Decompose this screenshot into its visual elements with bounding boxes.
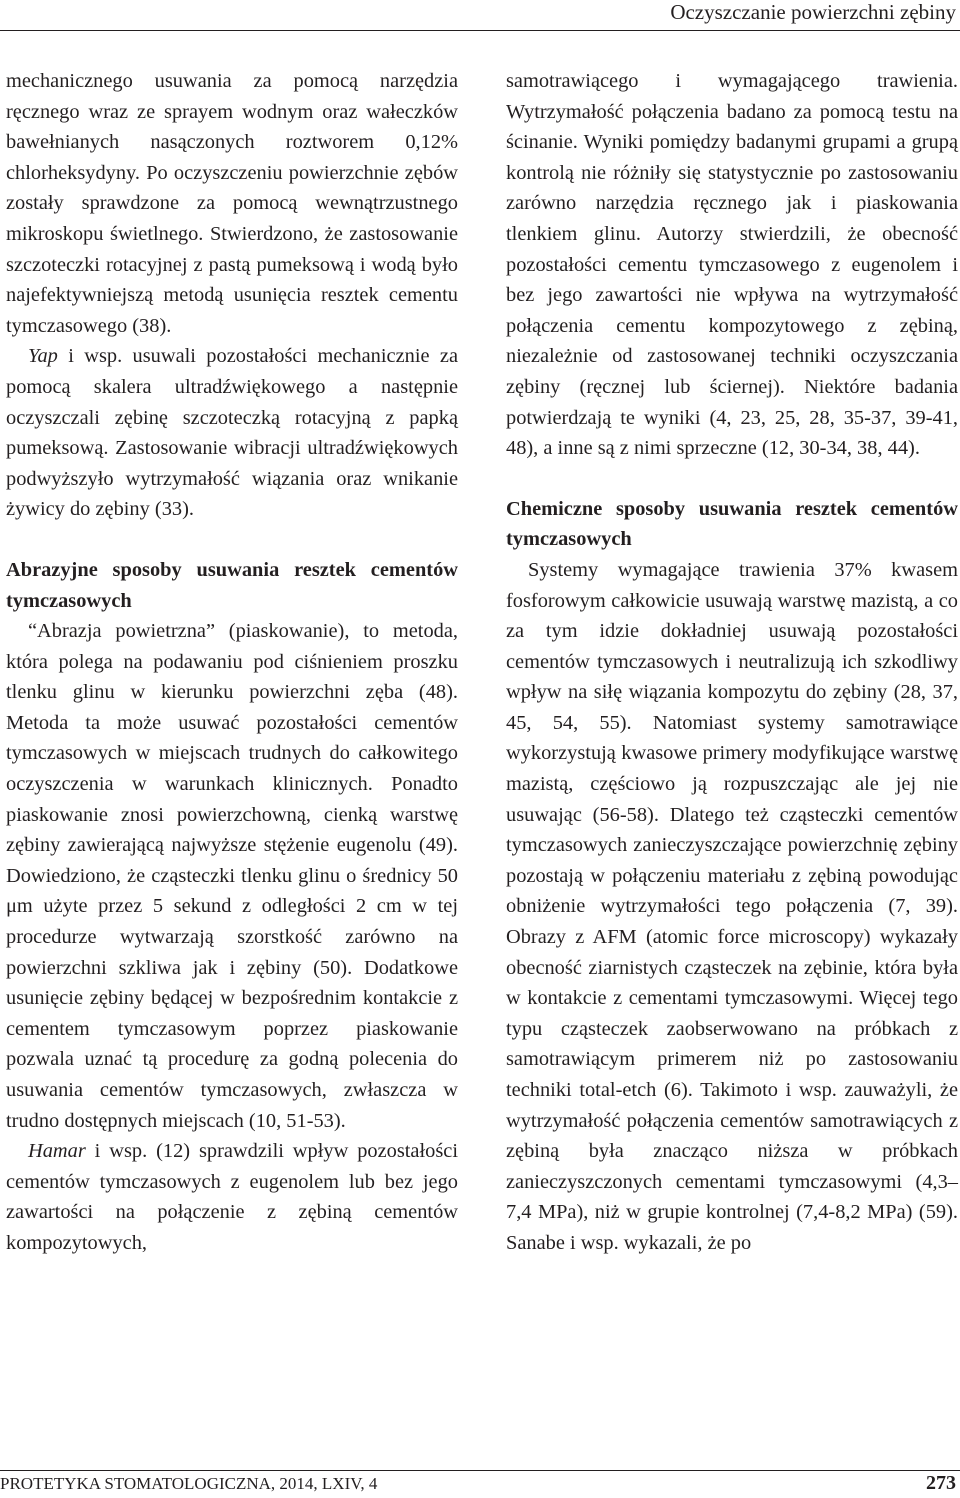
paragraph: “Abrazja powietrzna” (piaskowanie), to metoda, która polega na podawaniu pod ciśnieniem proszku tlenku glinu w kierunku powierzchni zęba (48). Metoda ta może usuwać pozostałości cementów tymczasowych w miejscach trudnych do całkowitego oczyszczenia w warunkach klinicznych. Ponadto piaskowanie znosi powierzchowną, cienką warstwę zębiny zawierającą najwyższe stężenie eugenolu (49). Dowiedziono, że cząsteczki tlenku glinu o średnicy 50 μm użyte przez 5 sekund z odległości 2 cm w tej procedurze wytwarzają szorstkość zarówno na powierzchni szkliwa jak i zębiny (50). Dodatkowe usunięcie zębiny będącej w bezpośrednim kontakcie z cementem tymczasowym poprzez piaskowanie pozwala uznać tą procedurę za godną polecenia do usuwania cementów tymczasowych, zwłaszcza w trudno dostępnych miejscach (10, 51-53). [6, 620, 458, 1132]
left-column [6, 66, 458, 1259]
running-header [0, 0, 960, 30]
journal-citation: PROTETYKA STOMATOLOGICZNA, 2014, LXIV, 4 [0, 1474, 378, 1493]
author-name: Yap [28, 345, 58, 368]
paragraph-text: i wsp. (12) sprawdzili wpływ pozostałości cementów tymczasowych z eugenolem lub bez jego zawartości na połączenie z zębiną cementów kompozytowych, [6, 1140, 458, 1254]
footer-rule [0, 1470, 960, 1471]
header-rule [0, 30, 960, 31]
paragraph [6, 1136, 458, 1258]
paragraph: samotrawiącego i wymagającego trawienia. Wytrzymałość połączenia badano za pomocą testu na ścinanie. Wyniki pomiędzy badanymi grupami a grupą kontrolą nie różniły się statystycznie po zastosowaniu zarówno narzędzia ręcznego jak i piaskowania tlenkiem glinu. Autorzy stwierdzili, że obecność pozostałości cementu tymczasowego z eugenolem i bez jego zawartości nie wpływa na wytrzymałość połączenia cementu kompozytowego z zębiną, niezależnie od zastosowanej techniki oczyszczania zębiny (ręcznej lub ściernej). Niektóre badania potwierdzają te wyniki (4, 23, 25, 28, 35-37, 39-41, 48), a inne są z nimi sprzeczne (12, 30-34, 38, 44). [506, 70, 958, 460]
section-heading: Abrazyjne sposoby usuwania resztek cementów tymczasowych [6, 558, 458, 612]
paragraph: mechanicznego usuwania za pomocą narzędzia ręcznego wraz ze sprayem wodnym oraz wałeczków bawełnianych nasączonych roztworem 0,12% chlorheksydyny. Po oczyszczeniu powierzchnie zębów zostały sprawdzone za pomocą wewnątrzustnego mikroskopu świetlnego. Stwierdzono, że zastosowanie szczoteczki rotacyjnej z pastą pumeksową i wodą było najefektywniejszą metodą usunięcia resztek cementu tymczasowego (38). [6, 70, 458, 337]
page-number: 273 [926, 1472, 956, 1494]
section-gap [6, 525, 458, 555]
section-heading: Chemiczne sposoby usuwania resztek cementów tymczasowych [506, 497, 958, 551]
author-name: Hamar [28, 1140, 86, 1163]
running-title: Oczyszczanie powierzchni zębiny [670, 0, 956, 24]
right-column [506, 66, 958, 1259]
paragraph [6, 341, 458, 525]
page-footer [0, 1470, 960, 1498]
paragraph: Systemy wymagające trawienia 37% kwasem fosforowym całkowicie usuwają warstwę mazistą, a co za tym idzie dokładniej usuwają pozostałości cementów tymczasowych i neutralizują ich szkodliwy wpływ na siłę wiązania kompozytu do zębiny (28, 37, 45, 54, 55). Natomiast systemy samotrawiące wykorzystują kwasowe primery modyfikujące warstwę mazistą, częściowo ją rozpuszczając ale jej nie usuwając (56-58). Dlatego też cząsteczki cementów tymczasowych zanieczyszczające powierzchnię zębiny pozostają w połączeniu materiału z zębiną powodując obniżenie wytrzymałości tego połączenia (7, 39). Obrazy z AFM (atomic force microscopy) wykazały obecność ziarnistych cząsteczek na zębinie, która była w kontakcie z cementami tymczasowymi. Więcej tego typu cząsteczek zaobserwowano na próbkach z samotrawiącym primerem niż po zastosowaniu techniki total-etch (6). Takimoto i wsp. zauważyli, że wytrzymałość połączenia cementów samotrawiących z zębiną była znacząco niższa w próbkach zanieczyszczonych cementami tymczasowymi (4,3–7,4 MPa), niż w grupie kontrolnej (7,4-8,2 MPa) (59). Sanabe i wsp. wykazali, że po [506, 558, 958, 1254]
section-gap [506, 464, 958, 494]
paragraph-text: i wsp. usuwali pozostałości mechanicznie za pomocą skalera ultradźwiękowego a następnie oczyszczali zębinę szczoteczką rotacyjną z papką pumeksową. Zastosowanie wibracji ultradźwiękowych podwyższyło wytrzymałość wiązania oraz wnikanie żywicy do zębiny (33). [6, 345, 458, 521]
